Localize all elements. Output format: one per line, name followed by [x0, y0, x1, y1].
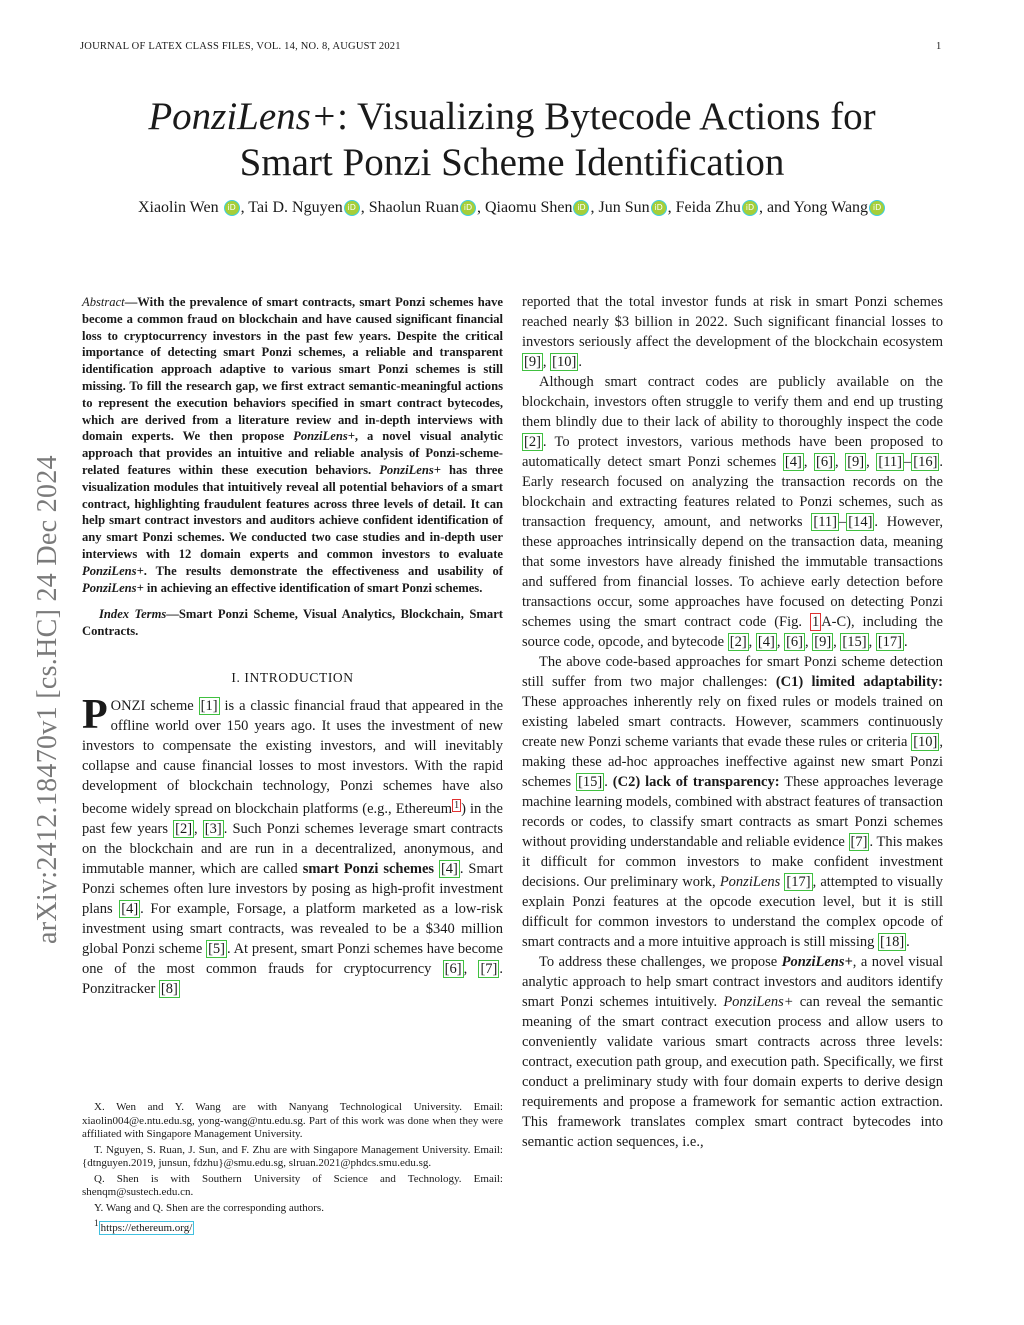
body-text: ,: [748, 634, 756, 650]
body-text: ,: [833, 634, 841, 650]
author-name: Qiaomu Shen: [484, 199, 573, 216]
index-terms-text: —Smart Ponzi Scheme, Visual Analytics, Blockchain, Smart Contracts.: [82, 607, 503, 639]
orcid-icon[interactable]: iD: [651, 200, 667, 216]
body-text: . Such Ponzi schemes leverage smart contracts on the blockchain and are run in a decentralized, anonymous, and immutable manner, which are called: [82, 820, 503, 877]
body-text: . However, these approaches intrinsically depend on the transaction data, meaning that some investors have already finished the immutable transactions and suffered from financial losses. To achieve early detection before transactions occur, some approaches have focused on detecting Ponzi schemes using the smart contract code (Fig.: [522, 514, 943, 630]
body-text: To address these challenges, we propose: [539, 954, 782, 970]
body-paragraph: [522, 952, 943, 1152]
citation-link[interactable]: [6]: [444, 960, 462, 977]
body-text: , making these ad-hoc approaches ineffective against new smart Ponzi schemes: [522, 734, 943, 790]
author-name: Jun Sun: [598, 199, 650, 216]
abstract-text: With the prevalence of smart contracts, smart Ponzi schemes have become a common fraud on blockchain and have caused significant financial loss to cryptocurrency investors in the past few years. Despite the critical importance of detecting smart Ponzi schemes, a reliable and transparent identification approach adaptive to various smart Ponzi schemes is still missing. To fill the research gap, we first extract semantic-meaningful actions to represent the execution behaviors specified in smart contract bytecodes, which are derived from a literature review and in-depth interviews with domain experts. We then propose: [82, 295, 503, 444]
citation-link[interactable]: [2]: [729, 634, 747, 650]
body-paragraph: reported that the total investor funds at risk in smart Ponzi schemes reached nearly $3 billion in 2022. Such significant financial losses to investors seriously affect the development of the blockchain ecosystem [9] , [10] .: [522, 294, 943, 370]
orcid-icon[interactable]: iD: [460, 200, 476, 216]
citation-link[interactable]: [4]: [440, 860, 458, 877]
citation-link[interactable]: [2]: [175, 820, 193, 837]
citation-link[interactable]: [17]: [877, 634, 903, 650]
system-name: PonziLens+: [148, 95, 338, 138]
abstract-label: Abstract: [82, 295, 125, 309]
body-text: –: [838, 514, 847, 530]
figure-link[interactable]: 1: [811, 614, 820, 630]
body-text: A-C), including the source code, opcode, and bytecode: [522, 614, 943, 650]
citation-link[interactable]: [10]: [913, 734, 938, 750]
intro-paragraph: [82, 691, 504, 999]
section-heading: I. INTRODUCTION: [231, 669, 354, 685]
running-header: JOURNAL OF LATEX CLASS FILES, VOL. 14, NO. 8, AUGUST 2021: [80, 41, 401, 52]
abstract-text: in achieving an effective identification of smart Ponzi schemes.: [143, 580, 483, 595]
author-separator: ,: [360, 199, 369, 216]
citation-link[interactable]: [11]: [813, 514, 837, 530]
url-footnote: [82, 1217, 503, 1235]
body-text: reported that the total investor funds at risk in smart Ponzi schemes reached nearly $3 billion in 2022. Such significant financial losses to investors seriously affect the development of the blockchain ecosystem: [522, 294, 943, 350]
footnotes: [82, 1101, 503, 1237]
system-name: PonziLens+: [82, 580, 144, 595]
author-separator: ,: [240, 199, 249, 216]
body-text: . This makes it difficult for common investors to make confident investment decisions. Our preliminary work,: [522, 834, 943, 890]
arxiv-identifier: arXiv:2412.18470v1 [cs.HC] 24 Dec 2024: [32, 455, 63, 944]
citation-link[interactable]: [17]: [786, 874, 811, 890]
citation-link[interactable]: [5]: [208, 940, 225, 957]
page-number: 1: [936, 41, 942, 52]
author-list: [80, 199, 944, 217]
key-term: smart Ponzi schemes: [302, 860, 435, 877]
citation-link[interactable]: [16]: [913, 454, 938, 470]
body-text: . For example, Forsage, a platform marketed as a low-risk investment using smart contracts, was revealed to be a $340 million global Ponzi scheme: [82, 900, 503, 957]
citation-link[interactable]: [11]: [878, 454, 902, 470]
body-text: ,: [834, 454, 846, 470]
author-name: Xiaolin Wen: [137, 199, 219, 216]
body-text: ,: [866, 454, 877, 470]
author-separator: ,: [476, 199, 485, 216]
author-name: Yong Wang: [793, 199, 869, 216]
citation-link[interactable]: [7]: [850, 834, 868, 850]
body-text: . Ponzitracker: [82, 960, 504, 997]
body-text: ,: [542, 354, 551, 370]
title-line-2: Smart Ponzi Scheme Identification: [239, 141, 785, 184]
orcid-icon[interactable]: iD: [573, 200, 589, 216]
author-separator: ,: [590, 199, 599, 216]
body-text: ,: [868, 634, 876, 650]
body-paragraph: The above code-based approaches for smart Ponzi scheme detection still suffer from two major challenges: (C1) limited adaptability: These approaches inherently rely on fixed rules or models trained on existing labeled smart contracts. However, scammers continuously create new Ponzi scheme variants that evade these rules or criteria [10] , making these ad-hoc approaches ineffective against new smart Ponzi schemes [15] . (C2) lack of transparency: These approaches leverage machine learning models, combined with abstract features of transaction records or codes, to classify smart contracts as smart Ponzi schemes without providing understandable and reliable evidence [7] . This makes it difficult for common investors to make confident investment decisions. Our preliminary work, PonziLens [17] , attempted to visually explain Ponzi features at the opcode execution level, but it is still difficult for common investors to understand the complex opcode of smart contracts and a more intuitive approach is still missing [18] .: [522, 654, 944, 950]
citation-link[interactable]: [6]: [816, 454, 833, 470]
body-text: ) in the past few years: [82, 800, 503, 837]
orcid-icon[interactable]: iD: [224, 200, 240, 216]
body-text: ONZI scheme: [110, 697, 199, 714]
abstract: [82, 294, 503, 596]
system-name: PonziLens+: [379, 462, 441, 477]
body-text: –: [903, 454, 912, 470]
orcid-icon[interactable]: iD: [742, 200, 758, 216]
citation-link[interactable]: [14]: [848, 514, 873, 530]
body-text: ,: [194, 820, 203, 837]
system-name: PonziLens+: [723, 994, 794, 1010]
body-text: ,: [463, 960, 479, 977]
citation-link[interactable]: [1]: [200, 697, 218, 714]
abstract-text: has three visualization modules that intuitively reveal all potential behaviors of a smart contract, highlighting fraudulent features across three levels of detail. It can help smart contract investors and auditors achieve confident identification of any smart Ponzi schemes. We conducted two case studies and in-depth user interviews with 12 domain experts and common investors to evaluate: [82, 462, 503, 561]
body-text: ,: [776, 634, 785, 650]
body-text: . To protect investors, various methods have been proposed to automatically detect smart Ponzi schemes: [522, 434, 943, 470]
citation-link[interactable]: [4]: [757, 634, 775, 650]
affiliation-footnote: Q. Shen is with Southern University of Science and Technology. Email: shenqm@sustech.edu.cn.: [82, 1172, 503, 1198]
citation-link[interactable]: [15]: [842, 634, 867, 650]
citation-link[interactable]: [8]: [160, 980, 178, 997]
challenge-label: (C2) lack of transparency:: [612, 774, 780, 790]
citation-link[interactable]: [9]: [847, 454, 865, 470]
citation-link[interactable]: [3]: [204, 820, 222, 837]
abstract-text: . The results demonstrate the effectiveness and usability of: [143, 563, 503, 578]
citation-link[interactable]: [10]: [552, 354, 577, 370]
body-text: ,: [803, 454, 815, 470]
body-text: The above code-based approaches for smart Ponzi scheme detection still suffer from two major challenges:: [522, 654, 943, 690]
author-name: Feida Zhu: [675, 199, 741, 216]
footnote-link[interactable]: 1: [454, 799, 460, 811]
citation-link[interactable]: [2]: [524, 434, 541, 450]
arxiv-side-stamp: [28, 352, 68, 944]
body-text: . Early research focused on analyzing the transaction records on the blockchain and extracting features related to Ponzi schemes, such as transaction frequency, amount, and networks: [522, 454, 944, 530]
index-terms-label: Index Terms: [99, 607, 167, 622]
body-text: .: [604, 774, 613, 790]
citation-link[interactable]: [9]: [814, 634, 832, 650]
body-text: . Smart Ponzi schemes often lure investors by posing as high-profit investment plans: [82, 860, 504, 917]
title-line-1: : Visualizing Bytecode Actions for: [337, 95, 876, 138]
affiliation-footnote: T. Nguyen, S. Ruan, J. Sun, and F. Zhu are with Singapore Management University. Email: {dtnguyen.2019, junsun, fdzhu}@smu.edu.sg, slruan.2021@phdcs.smu.edu.sg.: [82, 1143, 503, 1169]
index-terms: [82, 606, 503, 640]
body-text: , attempted to visually explain Ponzi features at the opcode execution level, but it is still difficult for common investors to understand the complex opcode of smart contracts and a more intuitive approach is still missing: [522, 874, 943, 950]
body-text: ,: [805, 634, 813, 650]
citation-link[interactable]: [9]: [524, 354, 541, 370]
citation-link[interactable]: [15]: [578, 774, 603, 790]
system-name: PonziLens+: [781, 954, 853, 970]
body-paragraph: Although smart contract codes are publicly available on the blockchain, investors often struggle to verify them and end up trusting them blindly due to their lack of ability to thoroughly inspect the code [2] . To protect investors, various methods have been proposed to automatically detect smart Ponzi schemes [4] , [6] , [9] , [11] – [16] . Early research focused on analyzing the transaction records on the blockchain and extracting features related to Ponzi schemes, such as transaction frequency, amount, and networks [11] – [14] . However, these approaches intrinsically depend on the transaction data, meaning that some investors have already finished the immutable transactions and suffered from financial losses. To achieve early detection before transactions occur, some approaches have focused on detecting Ponzi schemes using the smart contract code (Fig. 1 A-C), including the source code, opcode, and bytecode [2] , [4] , [6] , [9] , [15] , [17] .: [522, 374, 944, 650]
drop-cap: P: [82, 691, 108, 738]
author-name: Shaolun Ruan: [368, 199, 459, 216]
author-name: Tai D. Nguyen: [248, 199, 343, 216]
citation-link[interactable]: [7]: [480, 960, 498, 977]
citation-link[interactable]: [18]: [879, 934, 905, 950]
citation-link[interactable]: [4]: [121, 900, 139, 917]
body-text: Although smart contract codes are publicly available on the blockchain, investors often struggle to verify them and end up trusting them blindly due to their lack of ability to thoroughly inspect the code: [522, 374, 943, 430]
intro-body: [82, 691, 504, 999]
left-column: [82, 294, 503, 999]
body-text: These approaches leverage machine learning models, combined with abstract features of transaction records or codes, to classify smart contracts as smart Ponzi schemes without providing understandable and reliable evidence: [522, 774, 944, 850]
right-column: [522, 292, 943, 1152]
body-text: These approaches inherently rely on fixed rules or models trained on existing labeled smart contracts. However, scammers continuously create new Ponzi scheme variants that evade these rules or criteria: [522, 694, 943, 750]
system-name: PonziLens: [719, 874, 781, 890]
citation-link[interactable]: [4]: [784, 454, 802, 470]
author-separator: ,: [667, 199, 676, 216]
ethereum-url-link[interactable]: https://ethereum.org/: [100, 1221, 193, 1234]
abstract-dash: —: [124, 295, 138, 309]
orcid-icon[interactable]: iD: [869, 200, 885, 216]
challenge-label: (C1) limited adaptability:: [775, 674, 943, 690]
paper-title: [80, 94, 944, 186]
body-text: . At present, smart Ponzi schemes have become one of the most common frauds for cryptocurrency: [82, 940, 503, 977]
system-name: PonziLens+: [293, 429, 355, 444]
body-text: is a classic financial fraud that appeared in the offline world over 150 years ago. It uses the investment of new investors to compensate the existing investors, and will inevitably collapse and cause financial losses to most investors. With the rapid development of blockchain technology, Ponzi schemes have also become widely spread on blockchain platforms (e.g., Ethereum: [82, 697, 503, 817]
body-text: , a novel visual analytic approach to help smart contract investors and auditors identify smart Ponzi schemes intuitively.: [522, 954, 943, 1010]
abstract-text: , a novel visual analytic approach that provides an intuitive and reliable analysis of Ponzi-scheme-related features within these execution behaviors.: [82, 429, 503, 477]
affiliation-footnote: X. Wen and Y. Wang are with Nanyang Technological University. Email: xiaolin004@e.ntu.edu.sg, yong-wang@ntu.edu.sg. Part of this work was done when they were affiliated with Singapore Management University.: [82, 1101, 503, 1140]
citation-link[interactable]: [6]: [786, 634, 803, 650]
author-separator: , and: [758, 199, 794, 216]
body-text: can reveal the semantic meaning of the smart contract execution process and allow users to conveniently validate various smart contracts across three levels: contract, execution path group, and execution path. Specifically, we first conduct a preliminary study with four domain experts to derive design requirements and propose a framework for semantic action extraction. This framework translates complex smart contract bytecodes into semantic action sequences, i.e.,: [522, 994, 943, 1150]
orcid-icon[interactable]: iD: [344, 200, 360, 216]
footnote-mark: 1: [94, 1218, 99, 1228]
system-name: PonziLens+: [82, 563, 144, 578]
affiliation-footnote: Y. Wang and Q. Shen are the corresponding authors.: [94, 1201, 324, 1214]
